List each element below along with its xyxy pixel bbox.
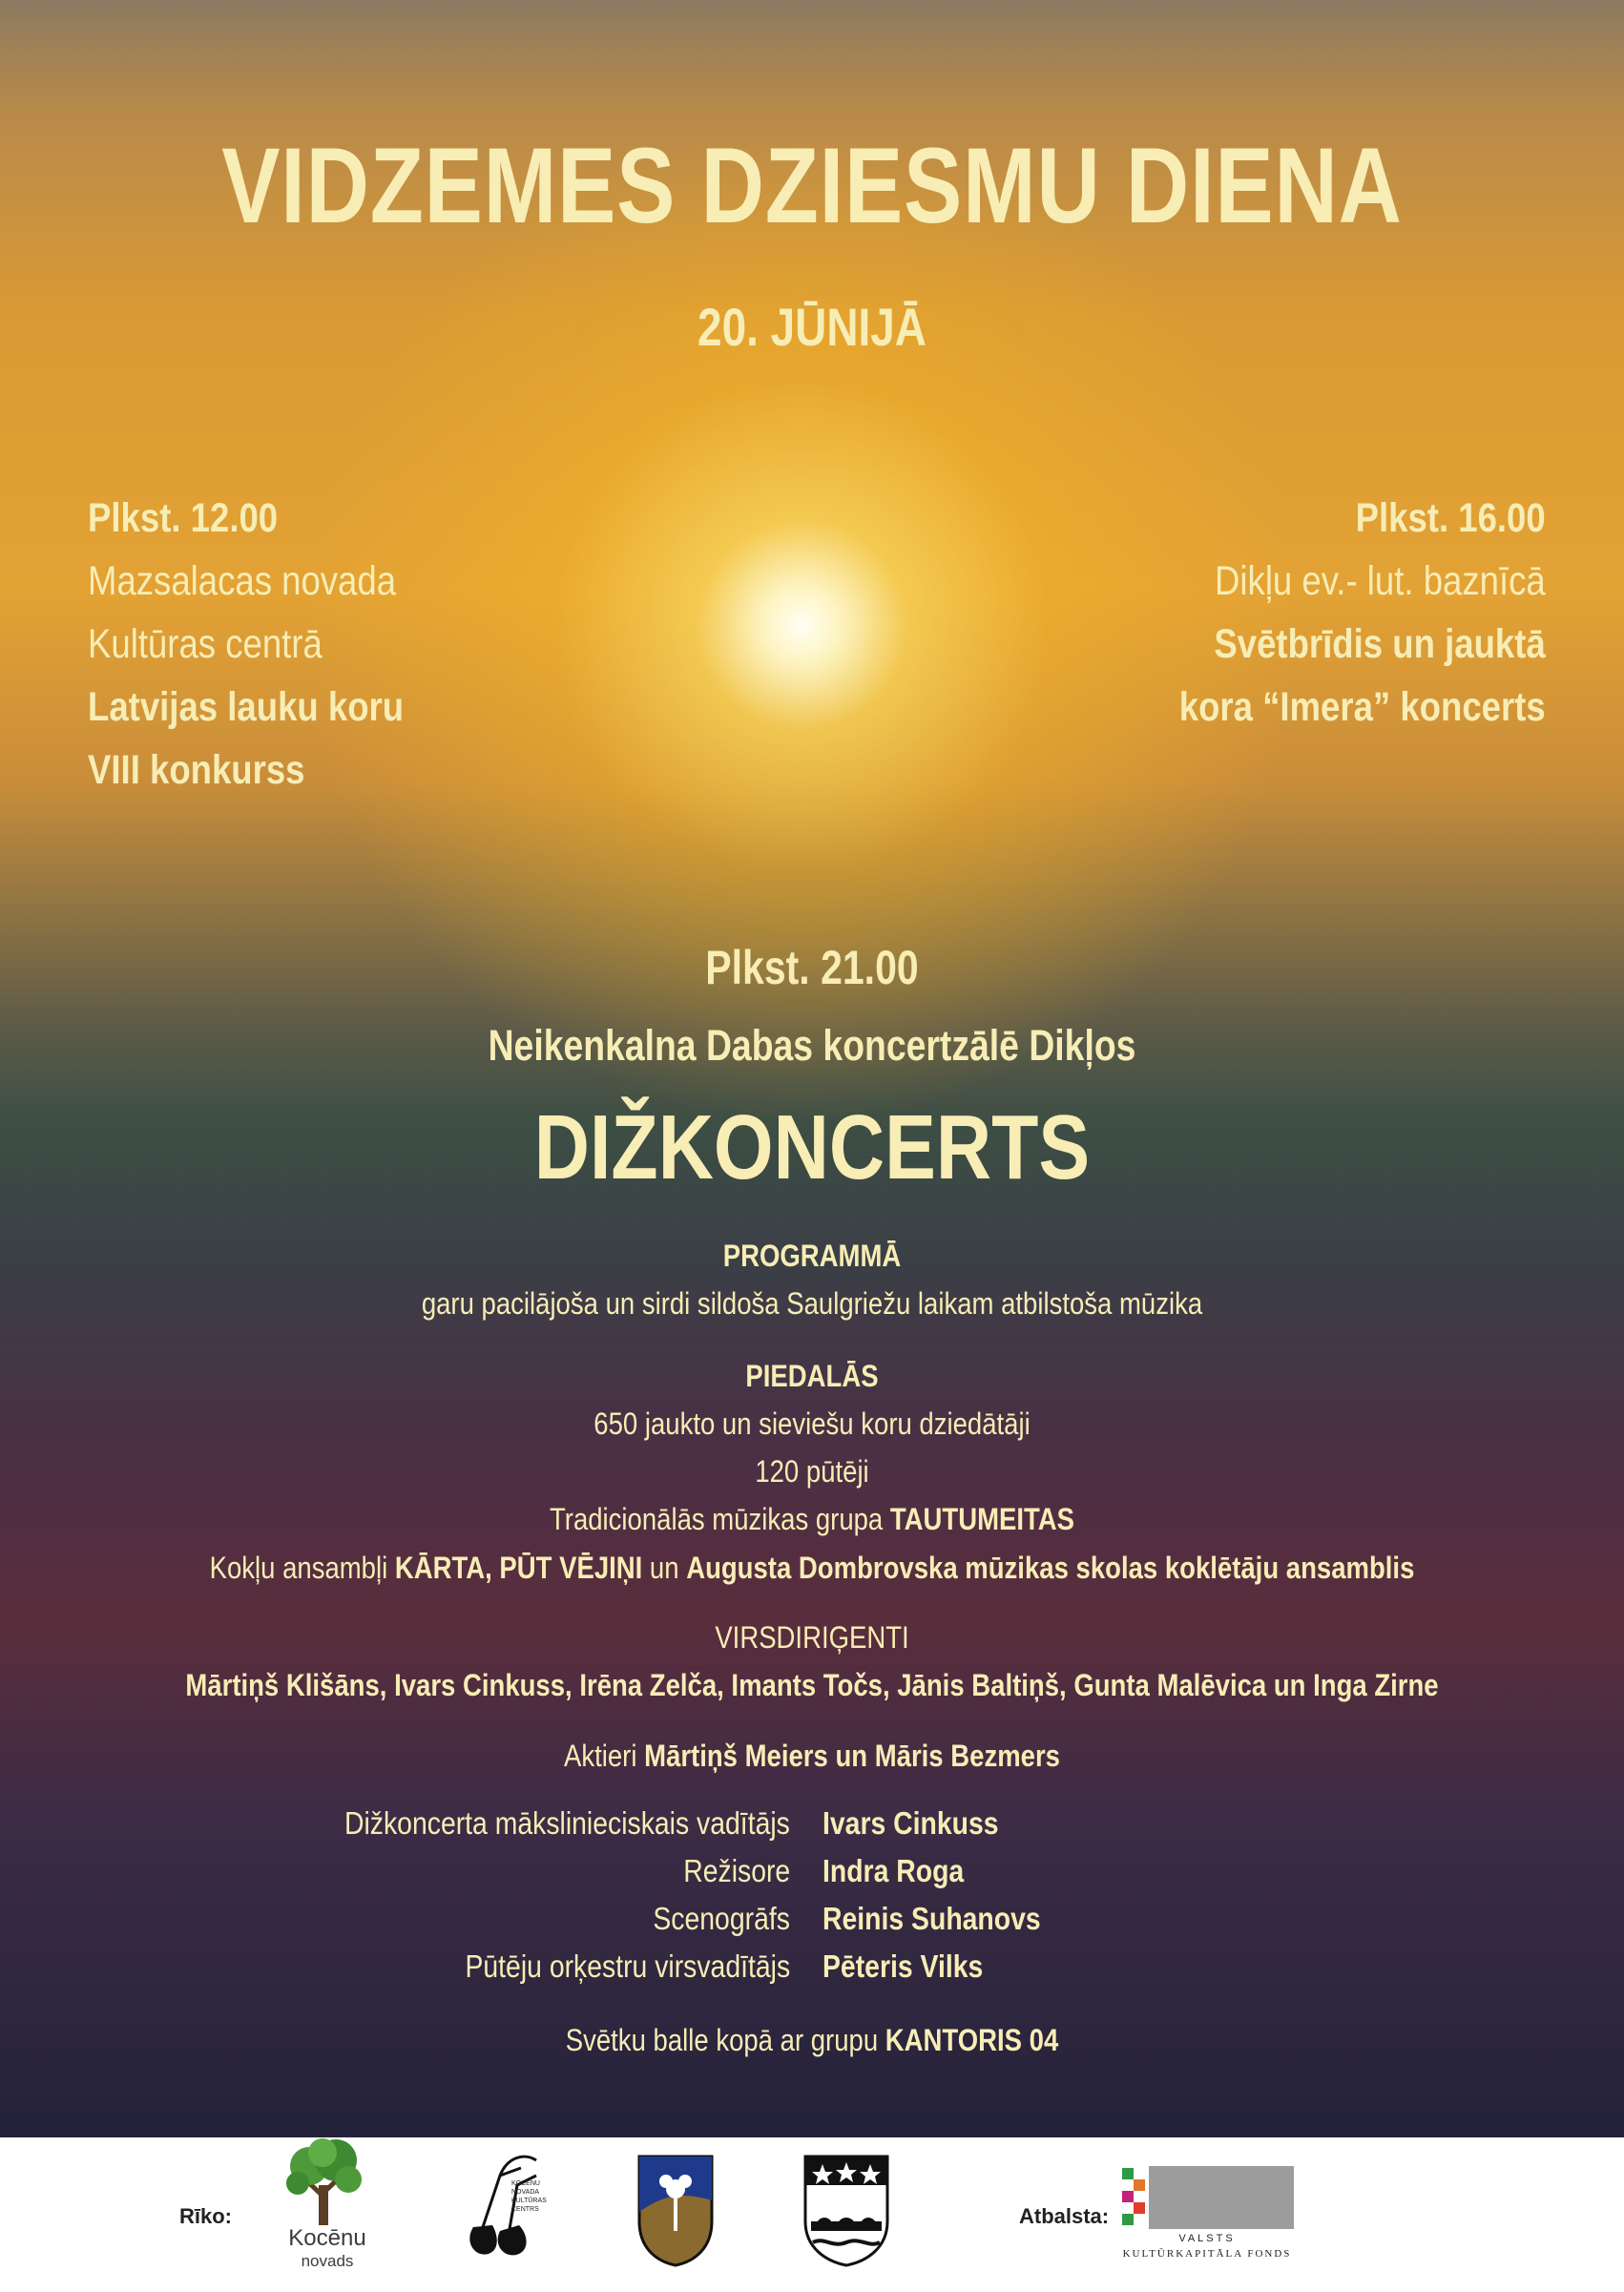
coat-of-arms-flower <box>637 2155 714 2272</box>
group-prefix: Tradicionālās mūzikas grupa <box>549 1502 890 1536</box>
ball-line <box>114 2023 1510 2058</box>
tree-icon <box>277 2137 372 2229</box>
vkf-icon <box>1118 2164 1296 2233</box>
left-event-desc-1: Latvijas lauku koru <box>88 684 405 730</box>
credit-name: Indra Roga <box>822 1853 965 1888</box>
left-event-venue-1: Mazsalacas novada <box>88 558 397 604</box>
organizer-label: Rīko: <box>179 2204 232 2228</box>
participants-group <box>114 1502 1510 1537</box>
vkf-line1: VALSTS <box>1178 2233 1236 2244</box>
participants-heading: PIEDALĀS <box>745 1359 879 1393</box>
kokle-and: un <box>642 1551 687 1585</box>
left-event-time: Plkst. 12.00 <box>88 495 279 541</box>
sponsor-footer <box>0 2137 1624 2292</box>
program-text: garu pacilājoša un sirdi sildoša Saulgriežu laikam atbilstoša mūzika <box>421 1286 1203 1321</box>
ball-prefix: Svētku balle kopā ar grupu <box>565 2023 885 2057</box>
event-date: 20. JŪNIJĀ <box>697 297 927 357</box>
credit-role: Režisore <box>683 1853 790 1888</box>
program-heading: PROGRAMMĀ <box>722 1239 902 1273</box>
credit-name: Reinis Suhanovs <box>822 1901 1041 1936</box>
right-event <box>1114 487 1546 739</box>
kocenu-sub: novads <box>301 2252 354 2270</box>
flower-emblem-icon <box>637 2155 714 2267</box>
credit-row <box>0 1901 1624 1948</box>
kocenu-logo <box>277 2137 372 2270</box>
right-event-time: Plkst. 16.00 <box>1355 495 1546 541</box>
credit-role: Dižkoncerta mākslinieciskais vadītājs <box>344 1805 790 1841</box>
right-event-desc-2: kora “Imera” koncerts <box>1179 684 1546 730</box>
credit-row <box>0 1805 1624 1853</box>
kocenu-name: Kocēnu <box>288 2225 366 2251</box>
kokle-school: Augusta Dombrovska mūzikas skolas koklētāju ansamblis <box>686 1551 1415 1585</box>
conductors-names: Mārtiņš Klišāns, Ivars Cinkuss, Irēna Zelča, Imants Točs, Jānis Baltiņš, Gunta Malēvica un Inga Zirne <box>185 1668 1439 1702</box>
left-event-desc-2: VIII konkurss <box>88 747 305 793</box>
support-label: Atbalsta: <box>1019 2204 1110 2228</box>
main-event-time: Plkst. 21.00 <box>705 941 919 994</box>
culture-center-text: KOCĒNU NOVADA KULTŪRAS CENTRS <box>511 2180 547 2213</box>
actors-prefix: Aktieri <box>563 1739 645 1773</box>
left-event-venue-2: Kultūras centrā <box>88 621 323 667</box>
right-event-venue: Dikļu ev.- lut. baznīcā <box>1215 558 1546 604</box>
bridge-emblem-icon <box>803 2155 889 2267</box>
kokle-prefix: Kokļu ansambļi <box>209 1551 395 1585</box>
group-name: TAUTUMEITAS <box>889 1502 1075 1536</box>
vkf-logo <box>1118 2164 1296 2260</box>
right-event-desc-1: Svētbrīdis un jauktā <box>1214 621 1546 667</box>
left-event <box>88 487 460 802</box>
participants-choirs: 650 jaukto un sieviešu koru dziedātāji <box>593 1406 1031 1441</box>
actors-line <box>114 1739 1510 1774</box>
culture-center-logo <box>454 2147 559 2266</box>
credit-name: Pēteris Vilks <box>822 1948 984 1984</box>
credit-role: Scenogrāfs <box>653 1901 790 1936</box>
actors-names: Mārtiņš Meiers un Māris Bezmers <box>644 1739 1060 1773</box>
ball-band: KANTORIS 04 <box>885 2023 1059 2057</box>
participants-brass: 120 pūtēji <box>755 1454 869 1489</box>
vkf-line2: KULTŪRKAPITĀLA FONDS <box>1122 2248 1292 2260</box>
main-event-title: DIŽKONCERTS <box>533 1096 1091 1198</box>
credit-role: Pūtēju orķestru virsvadītājs <box>465 1948 790 1984</box>
coat-of-arms-bridge <box>803 2155 889 2272</box>
credit-row <box>0 1853 1624 1901</box>
conductors-heading: VIRSDIRIĢENTI <box>715 1620 909 1655</box>
kokle-names: KĀRTA, PŪT VĒJIŅI <box>394 1551 643 1585</box>
credit-name: Ivars Cinkuss <box>822 1805 999 1841</box>
credit-row <box>0 1948 1624 1996</box>
participants-kokle <box>114 1551 1510 1586</box>
main-event-venue: Neikenkalna Dabas koncertzālē Dikļos <box>488 1021 1136 1070</box>
poster-title: VIDZEMES DZIESMU DIENA <box>221 126 1403 245</box>
